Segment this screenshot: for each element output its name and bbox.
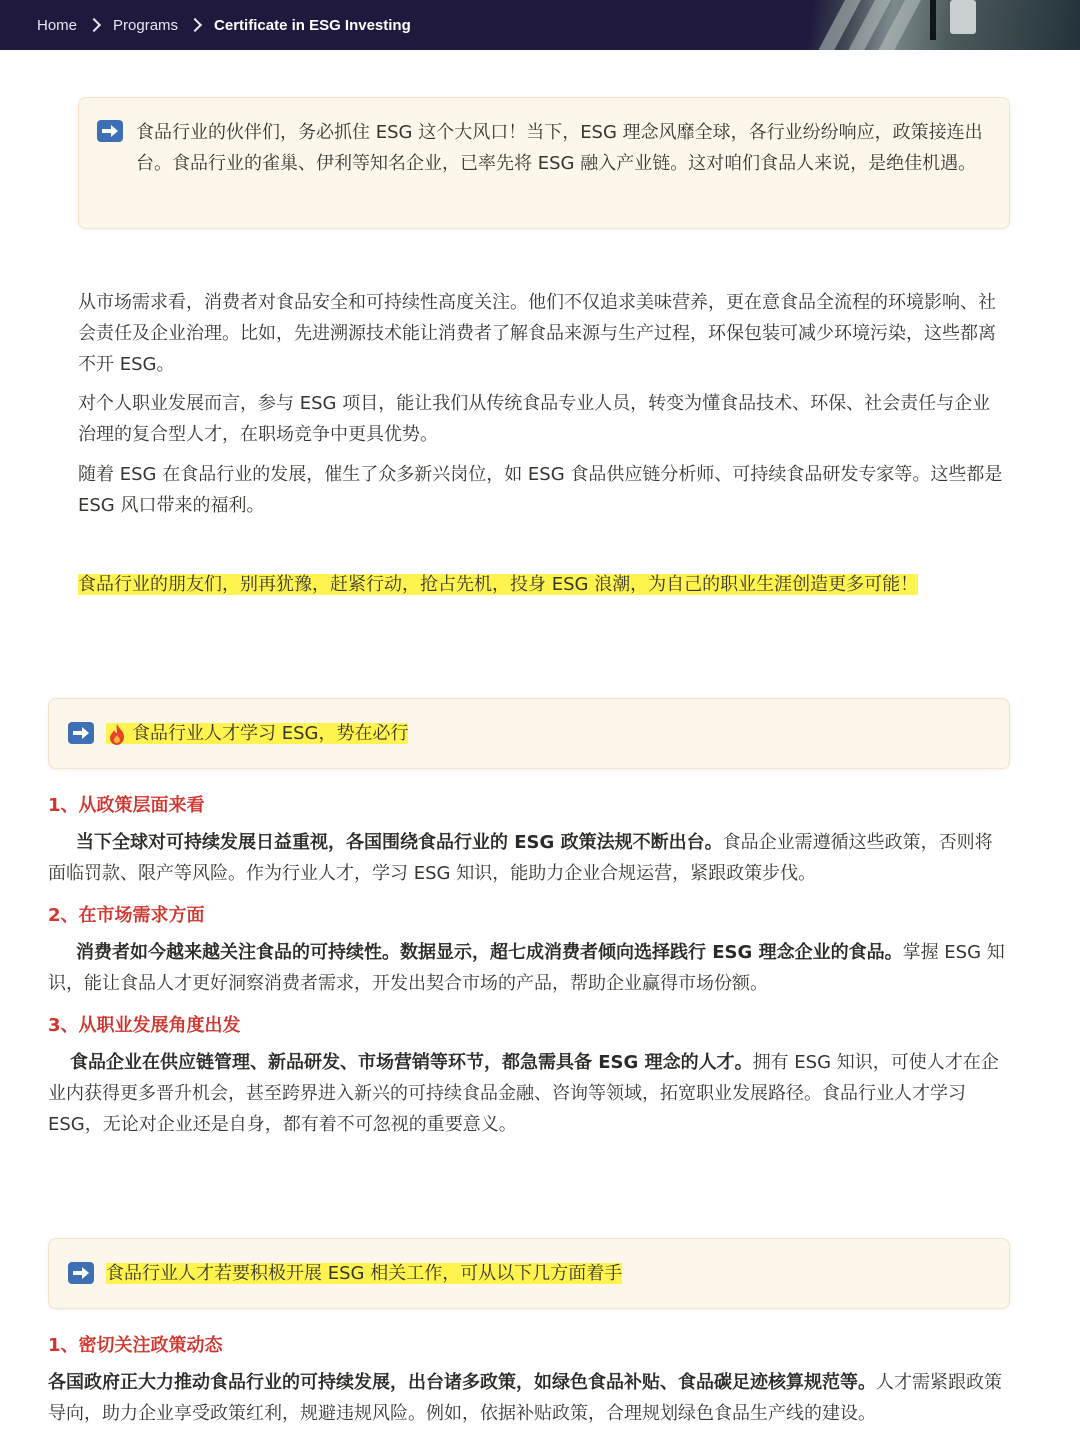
section1-heading-3: 3、从职业发展角度出发	[48, 1015, 241, 1036]
paragraph-career: 对个人职业发展而言，参与 ESG 项目，能让我们从传统食品专业人员，转变为懂食品技术、环保、社会责任与企业治理的复合型人才，在职场竞争中更具优势。	[78, 393, 991, 445]
section1-heading-2: 2、在市场需求方面	[48, 905, 205, 926]
section1-item-2	[48, 937, 1008, 999]
fire-icon	[106, 722, 128, 746]
chevron-right-icon	[87, 18, 101, 32]
section1-item-2-text: 掌握 ESG 知识，能让食品人才更好洞察消费者需求，开发出契合市场的产品，帮助企业赢得市场份额。	[48, 942, 1005, 994]
section1-item-3-bold: 食品企业在供应链管理、新品研发、市场营销等环节，都急需具备 ESG 理念的人才。	[70, 1052, 753, 1073]
breadcrumb-bar	[0, 0, 1080, 50]
section2-callout-text: 食品行业人才若要积极开展 ESG 相关工作，可从以下几方面着手	[106, 1263, 623, 1284]
section2-item-1	[48, 1367, 1008, 1429]
highlight-line: 食品行业的朋友们，别再犹豫，赶紧行动，抢占先机，投身 ESG 浪潮，为自己的职业生涯创造更多可能！	[78, 574, 919, 595]
section1-heading-1: 1、从政策层面来看	[48, 795, 205, 816]
section1-item-1-bold: 当下全球对可持续发展日益重视，各国围绕食品行业的 ESG 政策法规不断出台。	[76, 832, 723, 853]
breadcrumb-programs[interactable]: Programs	[113, 16, 179, 34]
section1-item-3-text: 拥有 ESG 知识，可使人才在企业内获得更多晋升机会，甚至跨界进入新兴的可持续食品金融、咨询等领域，拓宽职业发展路径。食品行业人才学习 ESG，无论对企业还是自身，都有着不可忽视的重要意义。	[48, 1052, 999, 1135]
breadcrumb-current: Certificate in ESG Investing	[214, 16, 411, 34]
highlight-line-wrapper	[78, 569, 1008, 600]
section2-item-1-text: 人才需紧跟政策导向，助力企业享受政策红利，规避违规风险。例如，依据补贴政策，合理规划绿色食品生产线的建设。	[48, 1372, 1002, 1424]
chevron-right-icon	[188, 18, 202, 32]
section2-heading-1: 1、密切关注政策动态	[48, 1335, 223, 1356]
section2-item-1-bold: 各国政府正大力推动食品行业的可持续发展，出台诸多政策，如绿色食品补贴、食品碳足迹核算规范等。	[48, 1372, 876, 1393]
paragraph-jobs: 随着 ESG 在食品行业的发展，催生了众多新兴岗位，如 ESG 食品供应链分析师、可持续食品研发专家等。这些都是 ESG 风口带来的福利。	[78, 464, 1003, 516]
section1-item-3	[48, 1047, 1008, 1140]
intro-callout	[78, 97, 1010, 229]
section1-item-1-text: 食品企业需遵循这些政策，否则将面临罚款、限产等风险。作为行业人才，学习 ESG 知识，能助力企业合规运营，紧跟政策步伐。	[48, 832, 993, 884]
section1-item-2-bold: 消费者如今越来越关注食品的可持续性。数据显示，超七成消费者倾向选择践行 ESG 理念企业的食品。	[76, 942, 903, 963]
right-arrow-icon	[68, 1262, 94, 1284]
section1-callout-text: 食品行业人才学习 ESG，势在必行	[132, 723, 409, 744]
right-arrow-icon	[68, 722, 94, 744]
breadcrumb-home[interactable]: Home	[37, 16, 78, 34]
section2-callout-content	[106, 1258, 622, 1289]
intro-callout-text: 食品行业的伙伴们，务必抓住 ESG 这个大风口！当下，ESG 理念风靡全球，各行业纷纷响应，政策接连出台。食品行业的雀巢、伊利等知名企业，已率先将 ESG 融入产业链。这对咱们食品人来说，是绝佳机遇。	[136, 122, 983, 174]
section1-item-1	[48, 827, 1008, 889]
paragraph-market: 从市场需求看，消费者对食品安全和可持续性高度关注。他们不仅追求美味营养，更在意食品全流程的环境影响、社会责任及企业治理。比如，先进溯源技术能让消费者了解食品来源与生产过程，环保包装可减少环境污染，这些都离不开 ESG。	[78, 292, 996, 375]
section1-callout-content	[106, 718, 408, 749]
section2-callout	[48, 1238, 1010, 1309]
header-decoration-image	[790, 0, 1080, 50]
section1-callout	[48, 698, 1010, 769]
right-arrow-icon	[97, 120, 123, 142]
